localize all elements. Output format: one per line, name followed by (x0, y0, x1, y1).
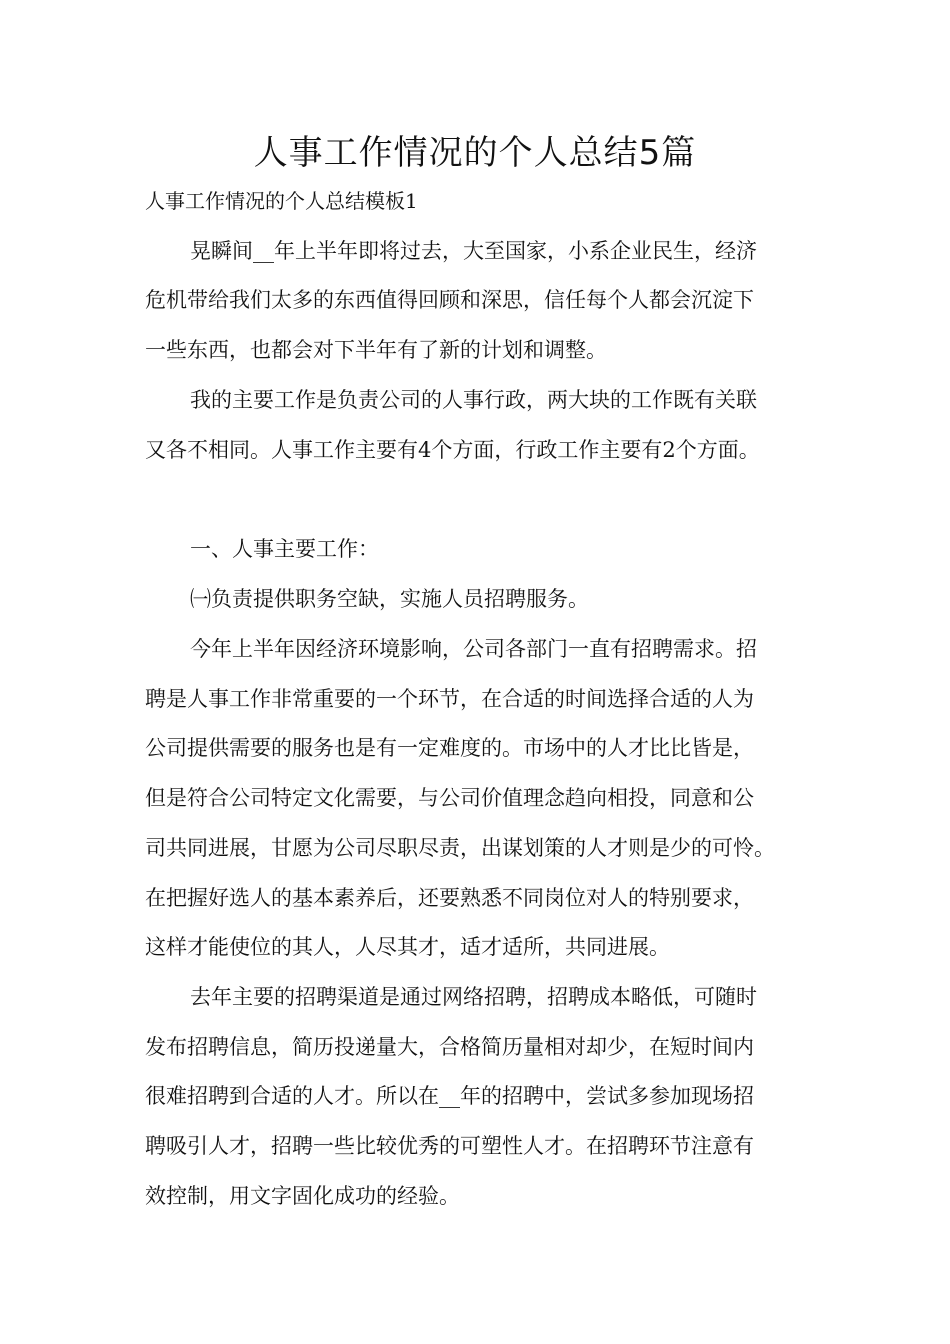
text-line-16: 发布招聘信息，简历投递量大，合格简历量相对却少，在短时间内 (145, 1035, 754, 1059)
text-line-19: 效控制，用文字固化成功的经验。 (145, 1184, 460, 1208)
text-line-12: 司共同进展，甘愿为公司尽职尽责，出谋划策的人才则是少的可怜。 (145, 836, 775, 860)
text-line-1: 晃瞬间__年上半年即将过去，大至国家，小系企业民生，经济 (190, 239, 757, 263)
text-line-11: 但是符合公司特定文化需要，与公司价值理念趋向相投，同意和公 (145, 786, 754, 810)
section-subtitle: 人事工作情况的个人总结模板1 (145, 189, 418, 213)
text-line-2: 危机带给我们太多的东西值得回顾和深思，信任每个人都会沉淀下 (145, 288, 754, 312)
text-line-17: 很难招聘到合适的人才。所以在__年的招聘中，尝试多参加现场招 (145, 1084, 754, 1108)
text-line-10: 公司提供需要的服务也是有一定难度的。市场中的人才比比皆是， (145, 736, 754, 760)
text-line-3: 一些东西，也都会对下半年有了新的计划和调整。 (145, 338, 607, 362)
text-line-13: 在把握好选人的基本素养后，还要熟悉不同岗位对人的特别要求， (145, 886, 754, 910)
text-line-14: 这样才能使位的其人，人尽其才，适才适所，共同进展。 (145, 935, 670, 959)
text-line-18: 聘吸引人才，招聘一些比较优秀的可塑性人才。在招聘环节注意有 (145, 1134, 754, 1158)
text-line-5: 又各不相同。人事工作主要有4个方面，行政工作主要有2个方面。 (145, 438, 760, 462)
text-line-9: 聘是人事工作非常重要的一个环节，在合适的时间选择合适的人为 (145, 687, 754, 711)
section-heading: 一、人事主要工作： (190, 537, 379, 561)
document-title: 人事工作情况的个人总结5篇 (253, 133, 697, 173)
text-line-15: 去年主要的招聘渠道是通过网络招聘，招聘成本略低，可随时 (190, 985, 757, 1009)
text-line-4: 我的主要工作是负责公司的人事行政，两大块的工作既有关联 (190, 388, 757, 412)
subsection-heading: ㈠负责提供职务空缺，实施人员招聘服务。 (190, 587, 589, 611)
text-line-8: 今年上半年因经济环境影响，公司各部门一直有招聘需求。招 (190, 637, 757, 661)
